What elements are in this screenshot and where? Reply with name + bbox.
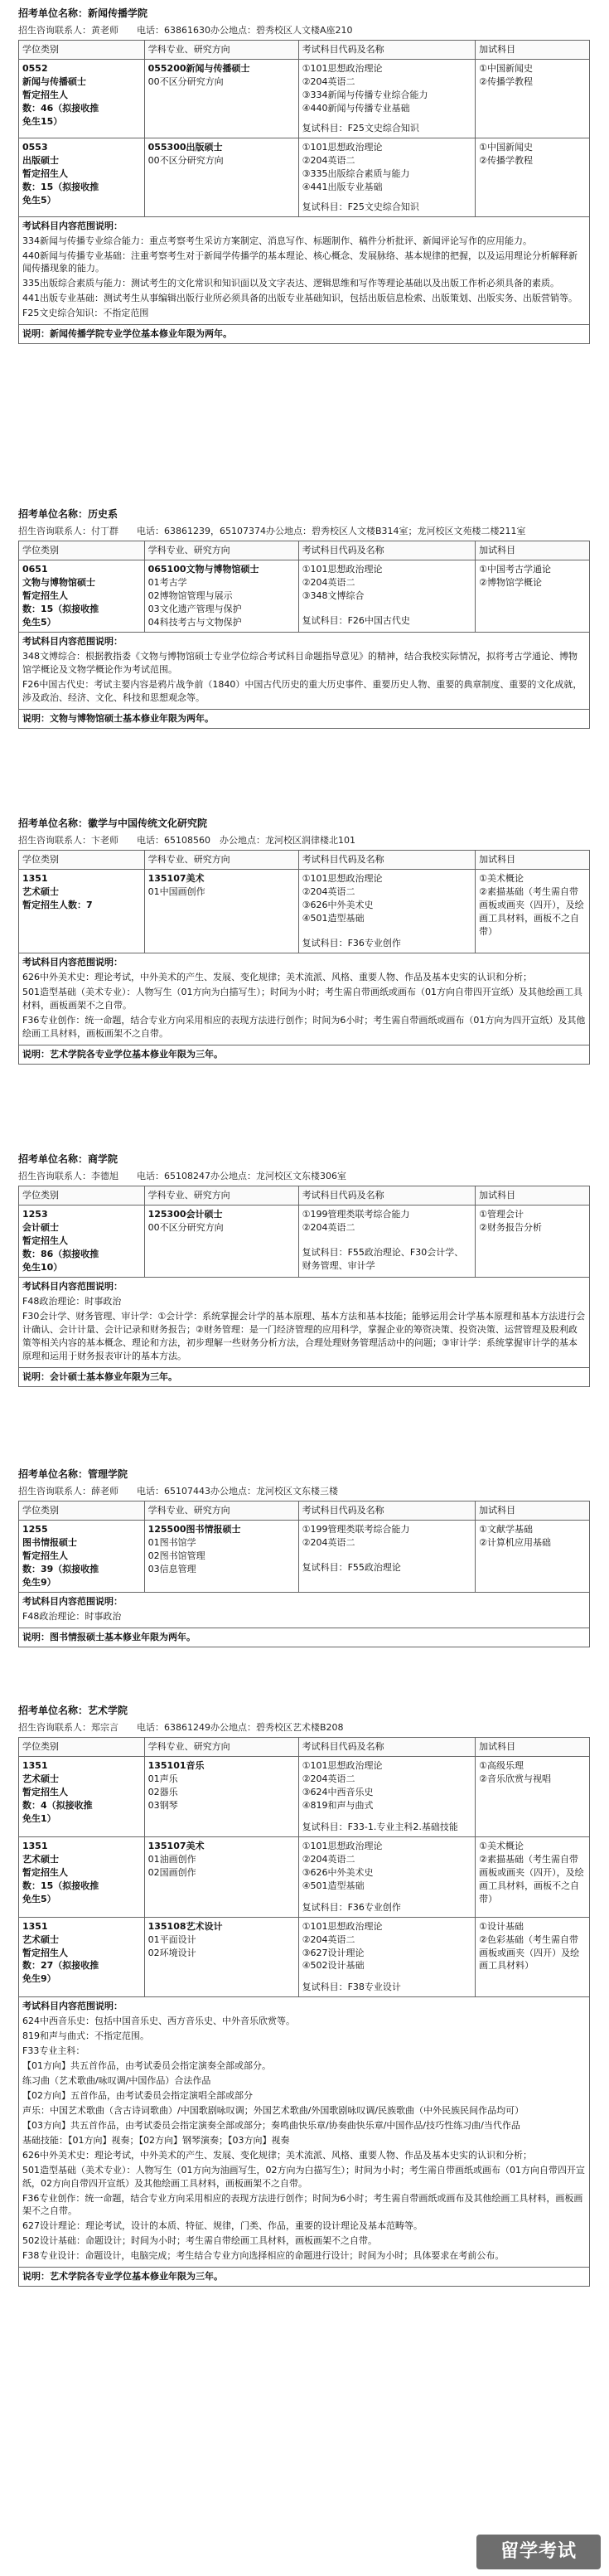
desc-title: 考试科目内容范围说明： bbox=[22, 220, 123, 231]
program-table bbox=[18, 541, 590, 728]
cell-line: ①中国新闻史 bbox=[479, 63, 534, 75]
unit-news bbox=[18, 7, 590, 344]
desc-item: 【03方向】共五首作品，由考试委员会指定演奏全部或部分；奏鸣曲快乐章/协奏曲快乐章/中国作品/技巧性练习曲/当代作品 bbox=[22, 2119, 520, 2131]
cell-line: 暂定招生人 bbox=[22, 90, 68, 101]
table-row bbox=[19, 138, 590, 216]
desc-item: F33专业主科： bbox=[22, 2045, 85, 2057]
cell-line: 135107美术 bbox=[147, 1840, 205, 1851]
cell-line: 055200新闻与传播硕士 bbox=[147, 63, 250, 75]
desc-item: 练习曲（艺术歌曲/咏叹调/中国作品）合法作品 bbox=[22, 2075, 211, 2087]
header-cell: 学位类别 bbox=[19, 41, 145, 60]
table-row bbox=[19, 1836, 590, 1917]
program-table bbox=[18, 850, 590, 1064]
cell-line: 数：39（拟接收推 bbox=[22, 1564, 99, 1575]
program-table bbox=[18, 40, 590, 344]
cell-line: 0552 bbox=[22, 63, 48, 75]
cell-line: ①中国考古学通论 bbox=[479, 564, 552, 575]
cell-line: ①199管理类联考综合能力 bbox=[302, 1524, 410, 1535]
cell-line: 01油画创作 bbox=[147, 1853, 196, 1865]
cell-line: 出版硕士 bbox=[22, 154, 59, 166]
cell-line: ④502设计基础 bbox=[302, 1960, 365, 1972]
desc-row bbox=[19, 1277, 590, 1367]
cell-line: ②博物馆学概论 bbox=[479, 577, 543, 589]
cell-line: 艺术硕士 bbox=[22, 1853, 59, 1865]
cell-line: ④819和声与曲式 bbox=[302, 1800, 374, 1812]
cell-line: 00不区分研究方向 bbox=[147, 76, 224, 88]
cell-line: 1351 bbox=[22, 1920, 48, 1932]
table-row bbox=[19, 560, 590, 633]
cell-line: 复试科目：F55政治理论 bbox=[302, 1562, 401, 1574]
cell-line: 135107美术 bbox=[147, 873, 205, 885]
cell-line: 01平面设计 bbox=[147, 1933, 196, 1945]
cell-line: 1255 bbox=[22, 1524, 48, 1535]
cell-line: ②素描基础（考生需自带画板或画夹（四开），及绘画工具材料，画板不之自带） bbox=[479, 886, 584, 938]
cell-line: ②素描基础（考生需自带画板或画夹（四开），及绘画工具材料，画板不之自带） bbox=[479, 1853, 584, 1904]
cell-line: ②204英语二 bbox=[302, 1933, 355, 1945]
cell-line: 03信息管理 bbox=[147, 1564, 196, 1575]
note: 说明：艺术学院各专业学位基本修业年限为三年。 bbox=[19, 2268, 590, 2287]
cell-line: 文物与博物馆硕士 bbox=[22, 577, 95, 589]
desc-row bbox=[19, 953, 590, 1045]
cell-line: 01图书馆学 bbox=[147, 1537, 196, 1549]
cell-line: 135101音乐 bbox=[147, 1760, 205, 1772]
cell-line: 数：15（拟接收推 bbox=[22, 1880, 99, 1891]
cell-line: 艺术硕士 bbox=[22, 886, 59, 898]
desc-item: 624中西音乐史：包括中国音乐史、西方音乐史、中外音乐欣赏等。 bbox=[22, 2016, 295, 2027]
cell-line: ④501造型基础 bbox=[302, 1880, 365, 1891]
table-row bbox=[19, 60, 590, 138]
cell-line: 1351 bbox=[22, 1760, 48, 1772]
desc-item: 501造型基础（美术专业）：人物写生（01方向为白描写生）；时间为小时；考生需自带画纸或画布（01方向自带四开宣纸）及其他绘画工具材料，画板画架不之自带。 bbox=[22, 986, 582, 1011]
cell-line: 0651 bbox=[22, 564, 48, 575]
unit-contact: 招生咨询联系人：郑宗言 电话：63861249办公地点：碧秀校区艺术楼B208 bbox=[18, 1722, 344, 1734]
program-table bbox=[18, 1186, 590, 1386]
header-cell: 学位类别 bbox=[19, 541, 145, 560]
cell-line: ③624中西音乐史 bbox=[302, 1787, 374, 1798]
desc-item: 441出版专业基础：测试考生从事编辑出版行业所必须具备的出版专业基础知识，包括出版信息检索、出版策划、出版实务、出版营销等。 bbox=[22, 293, 578, 304]
cell-line: 02博物馆管理与展示 bbox=[147, 590, 233, 602]
unit-huixue bbox=[18, 817, 590, 1065]
program-table bbox=[18, 1737, 590, 2287]
desc-title: 考试科目内容范围说明： bbox=[22, 2001, 123, 2012]
cell-line: 艺术硕士 bbox=[22, 1773, 59, 1785]
desc-item: 334新闻与传播专业综合能力：重点考察考生采访方案制定、消息写作、标题制作、稿件分析批评、新闻评论写作的应用能力。 bbox=[22, 235, 532, 246]
header-cell: 学位类别 bbox=[19, 1501, 145, 1521]
cell-line: 数：15（拟接收推 bbox=[22, 181, 99, 192]
header-cell: 考试科目代码及名称 bbox=[298, 541, 476, 560]
desc-item: 502设计基础：命题设计；时间为小时；考生需自带绘画工具材料，画板画架不之自带。 bbox=[22, 2235, 377, 2247]
header-cell: 学科专业、研究方向 bbox=[144, 1501, 298, 1521]
desc-item: 【02方向】五首作品，由考试委员会指定演唱全部或部分 bbox=[22, 2089, 253, 2101]
desc-item: F36专业创作：统一命题，结合专业方向采用相应的表现方法进行创作；时间为6小时；考生需自带画纸或画布（01方向为四开宣纸）及其他绘画工具材料，画板画架不之自带。 bbox=[22, 1014, 586, 1039]
cell-line: ②204英语二 bbox=[302, 1222, 355, 1234]
cell-line: ①美术概论 bbox=[479, 1840, 524, 1851]
cell-line: ④441出版专业基础 bbox=[302, 181, 383, 192]
cell-line: 免生5） bbox=[22, 194, 56, 206]
cell-line: 复试科目：F36专业创作 bbox=[302, 938, 401, 949]
cell-line: ②财务报告分析 bbox=[479, 1222, 543, 1234]
header-cell: 学科专业、研究方向 bbox=[144, 1738, 298, 1757]
header-cell: 考试科目代码及名称 bbox=[298, 41, 476, 60]
header-cell: 考试科目代码及名称 bbox=[298, 851, 476, 870]
cell-line: 03钢琴 bbox=[147, 1800, 178, 1812]
desc-row bbox=[19, 1592, 590, 1628]
cell-line: 复试科目：F36专业创作 bbox=[302, 1901, 401, 1913]
cell-line: 125300会计硕士 bbox=[147, 1209, 223, 1220]
cell-line: 0553 bbox=[22, 141, 48, 153]
unit-title: 招考单位名称：新闻传播学院 bbox=[18, 7, 148, 19]
note: 说明：艺术学院各专业学位基本修业年限为三年。 bbox=[19, 1045, 590, 1064]
desc-item: 基础技能：【01方向】视奏；【02方向】钢琴演奏；【03方向】视奏 bbox=[22, 2134, 290, 2146]
note: 说明：新闻传播学院专业学位基本修业年限为两年。 bbox=[19, 325, 590, 344]
cell-line: ①199管理类联考综合能力 bbox=[302, 1209, 410, 1220]
cell-line: 数：4（拟接收推 bbox=[22, 1800, 93, 1812]
header-cell: 考试科目代码及名称 bbox=[298, 1738, 476, 1757]
cell-line: 00不区分研究方向 bbox=[147, 154, 224, 166]
cell-line: ①101思想政治理论 bbox=[302, 873, 383, 885]
program-table bbox=[18, 1501, 590, 1647]
cell-line: 02图书馆管理 bbox=[147, 1550, 205, 1562]
table-row bbox=[19, 1206, 590, 1278]
note: 说明：会计硕士基本修业年限为三年。 bbox=[19, 1367, 590, 1386]
header-cell: 加试科目 bbox=[476, 541, 590, 560]
cell-line: 01中国画创作 bbox=[147, 886, 205, 898]
header-cell: 学位类别 bbox=[19, 851, 145, 870]
cell-line: ③348文博综合 bbox=[302, 590, 365, 602]
cell-line: 复试科目：F38专业设计 bbox=[302, 1982, 401, 1993]
cell-line: 新闻与传播硕士 bbox=[22, 76, 86, 88]
header-cell: 加试科目 bbox=[476, 41, 590, 60]
cell-line: 数：86（拟接收推 bbox=[22, 1249, 99, 1260]
cell-line: 免生5） bbox=[22, 617, 56, 628]
watermark-logo: 留学考试 bbox=[476, 2535, 601, 2569]
cell-line: ④501造型基础 bbox=[302, 913, 365, 924]
cell-line: 02环境设计 bbox=[147, 1947, 196, 1958]
table-header-row bbox=[19, 1186, 590, 1206]
cell-line: ①101思想政治理论 bbox=[302, 63, 383, 75]
cell-line: ③626中外美术史 bbox=[302, 1866, 374, 1878]
cell-line: 135108艺术设计 bbox=[147, 1920, 223, 1932]
desc-item: 501造型基础（美术专业）：人物写生（01方向为油画写生，02方向为白描写生）；时间为小时；考生需自带画纸或画布（01方向自带四开宣纸，02方向自带四开宣纸）及其他绘画工具材料，画板画架不之自带。 bbox=[22, 2164, 585, 2189]
cell-line: 会计硕士 bbox=[22, 1222, 59, 1234]
desc-row bbox=[19, 1997, 590, 2268]
note: 说明：图书情报硕士基本修业年限为两年。 bbox=[19, 1628, 590, 1647]
cell-line: ②音乐欣赏与视唱 bbox=[479, 1773, 552, 1785]
cell-line: 数：27（拟接收推 bbox=[22, 1960, 99, 1972]
cell-line: 00不区分研究方向 bbox=[147, 1222, 224, 1234]
desc-item: F38专业设计：命题设计，电脑完成；考生结合专业方向选择相应的命题进行设计；时间为小时；具体要求在考前公布。 bbox=[22, 2250, 505, 2262]
desc-item: 【01方向】共五首作品，由考试委员会指定演奏全部或部分。 bbox=[22, 2060, 271, 2072]
table-header-row bbox=[19, 541, 590, 560]
cell-line: ②204英语二 bbox=[302, 76, 355, 88]
cell-line: ③626中外美术史 bbox=[302, 900, 374, 911]
desc-title: 考试科目内容范围说明： bbox=[22, 635, 123, 647]
cell-line: ①101思想政治理论 bbox=[302, 1920, 383, 1932]
unit-business bbox=[18, 1152, 590, 1387]
cell-line: ①101思想政治理论 bbox=[302, 1760, 383, 1772]
unit-arts bbox=[18, 1704, 590, 2287]
cell-line: ①中国新闻史 bbox=[479, 141, 534, 153]
unit-contact: 招生咨询联系人：付丁群 电话：63861239，65107374办公地点：碧秀校区人文楼B314室；龙河校区文苑楼二楼211室 bbox=[18, 526, 526, 537]
cell-line: 125500图书情报硕士 bbox=[147, 1524, 241, 1535]
table-header-row bbox=[19, 1501, 590, 1521]
cell-line: ②204英语二 bbox=[302, 1773, 355, 1785]
unit-title: 招考单位名称：管理学院 bbox=[18, 1468, 128, 1480]
desc-item: 335出版综合素质与能力：测试考生的文化常识和知识面以及文字表达、逻辑思维和写作等理论基础以及出版工作析必须具备的素质。 bbox=[22, 278, 559, 289]
cell-line: 01考古学 bbox=[147, 577, 187, 589]
cell-line: 04科技考古与文物保护 bbox=[147, 617, 242, 628]
header-cell: 学位类别 bbox=[19, 1186, 145, 1206]
cell-line: 免生15） bbox=[22, 116, 63, 128]
cell-line: 复试科目：F25文史综合知识 bbox=[302, 201, 419, 212]
cell-line: 02国画创作 bbox=[147, 1866, 196, 1878]
cell-line: ②204英语二 bbox=[302, 154, 355, 166]
cell-line: 免生10） bbox=[22, 1262, 63, 1273]
cell-line: ①管理会计 bbox=[479, 1209, 524, 1220]
cell-line: ①101思想政治理论 bbox=[302, 1840, 383, 1851]
header-cell: 学科专业、研究方向 bbox=[144, 41, 298, 60]
desc-item: F30会计学、财务管理、审计学：①会计学：系统掌握会计学的基本原理、基本方法和基本技能；能够运用会计学基本原理和基本方法进行会计确认、会计计量、会计记录和财务报告；②财务管理：是一门经济管理的应用科学，掌握企业的筹资决策、投资决策、运营管理及股利政策等相关内容的基本概念、理论和方法，初步理解一些财务分析方法，合理处理财务管理活动中的问题；③审计学：系统掌握审计学的基本原理和运用于财务报表审计的基本方法。 bbox=[22, 1310, 586, 1361]
desc-item: 声乐：中国艺术歌曲（含古诗词歌曲）/中国歌剧咏叹调；外国艺术歌曲/外国歌剧咏叹调/民族歌曲（中外民族民间作品均可） bbox=[22, 2104, 524, 2116]
unit-title: 招考单位名称：徽学与中国传统文化研究院 bbox=[18, 817, 208, 829]
table-row bbox=[19, 1917, 590, 1997]
cell-line: 免生1） bbox=[22, 1813, 56, 1825]
cell-line: ①设计基础 bbox=[479, 1920, 524, 1932]
cell-line: 暂定招生人 bbox=[22, 1947, 68, 1958]
cell-line: 055300出版硕士 bbox=[147, 141, 223, 153]
desc-title: 考试科目内容范围说明： bbox=[22, 956, 123, 968]
desc-item: 627设计理论：理论考试，设计的本质、特征、规律，门类、作品，重要的设计理论及基本范畴等。 bbox=[22, 2220, 423, 2232]
cell-line: ②色彩基础（考生需自带画板或画夹（四开）及绘画工具材料） bbox=[479, 1933, 580, 1972]
table-row bbox=[19, 870, 590, 953]
cell-line: ②204英语二 bbox=[302, 577, 355, 589]
cell-line: ②计算机应用基础 bbox=[479, 1537, 552, 1549]
unit-contact: 招生咨询联系人：卞老师 电话：65108560 办公地点：龙河校区润律楼北101 bbox=[18, 835, 355, 847]
unit-history bbox=[18, 507, 590, 729]
cell-line: 复试科目：F33-1.专业主科2.基础技能 bbox=[302, 1822, 458, 1833]
header-cell: 学位类别 bbox=[19, 1738, 145, 1757]
desc-item: F48政治理论：时事政治 bbox=[22, 1610, 122, 1622]
cell-line: ②传播学教程 bbox=[479, 154, 534, 166]
desc-title: 考试科目内容范围说明： bbox=[22, 1280, 123, 1292]
cell-line: ①文献学基础 bbox=[479, 1524, 534, 1535]
cell-line: 数：15（拟接收推 bbox=[22, 604, 99, 615]
cell-line: 02器乐 bbox=[147, 1787, 178, 1798]
desc-item: F26中国古代史：考试主要内容是鸦片战争前（1840）中国古代历史的重大历史事件、重要历史人物、重要的典章制度、重要的文化成就，涉及政治、经济、文化、科技和思想观念等。 bbox=[22, 678, 582, 703]
desc-item: 440新闻与传播专业基础：注重考察考生对于新闻学传播学的基本理论、核心概念、发展脉络、基本规律的把握，以及运用理论分析解释新闻传播现象的能力。 bbox=[22, 250, 578, 274]
cell-line: 1253 bbox=[22, 1209, 48, 1220]
cell-line: 暂定招生人数：7 bbox=[22, 900, 93, 911]
cell-line: ③334新闻与传播专业综合能力 bbox=[302, 90, 428, 101]
cell-line: 艺术硕士 bbox=[22, 1933, 59, 1945]
desc-item: F36专业创作：统一命题，结合专业方向采用相应的表现方法进行创作；时间为6小时；考生需自带画纸或画布及其他绘画工具材料，画板画架不之自带。 bbox=[22, 2192, 583, 2217]
cell-line: ①101思想政治理论 bbox=[302, 564, 383, 575]
desc-item: F25文史综合知识：不指定范围 bbox=[22, 308, 149, 319]
cell-line: 暂定招生人 bbox=[22, 167, 68, 179]
header-cell: 加试科目 bbox=[476, 1738, 590, 1757]
desc-row bbox=[19, 216, 590, 325]
table-row bbox=[19, 1521, 590, 1593]
table-header-row bbox=[19, 1738, 590, 1757]
table-header-row bbox=[19, 41, 590, 60]
cell-line: 1351 bbox=[22, 1840, 48, 1851]
cell-line: ①美术概论 bbox=[479, 873, 524, 885]
cell-line: ②204英语二 bbox=[302, 1537, 355, 1549]
header-cell: 学科专业、研究方向 bbox=[144, 1186, 298, 1206]
desc-item: 626中外美术史：理论考试，中外美术的产生、发展、变化规律；美术流派、风格、重要人物、作品及基本史实的认识和分析； bbox=[22, 2149, 532, 2161]
header-cell: 学科专业、研究方向 bbox=[144, 851, 298, 870]
unit-contact: 招生咨询联系人：薛老师 电话：65107443办公地点：龙河校区文东楼三楼 bbox=[18, 1486, 338, 1497]
unit-title: 招考单位名称：商学院 bbox=[18, 1153, 118, 1165]
cell-line: 暂定招生人 bbox=[22, 1550, 68, 1562]
cell-line: 065100文物与博物馆硕士 bbox=[147, 564, 259, 575]
unit-title: 招考单位名称：历史系 bbox=[18, 508, 118, 520]
cell-line: 1351 bbox=[22, 873, 48, 885]
cell-line: 暂定招生人 bbox=[22, 1866, 68, 1878]
desc-title: 考试科目内容范围说明： bbox=[22, 1595, 123, 1607]
table-row bbox=[19, 1757, 590, 1837]
cell-line: 01声乐 bbox=[147, 1773, 178, 1785]
header-cell: 考试科目代码及名称 bbox=[298, 1186, 476, 1206]
desc-item: 819和声与曲式：不指定范围。 bbox=[22, 2030, 149, 2042]
header-cell: 学科专业、研究方向 bbox=[144, 541, 298, 560]
cell-line: ③627设计理论 bbox=[302, 1947, 365, 1958]
cell-line: 复试科目：F25文史综合知识 bbox=[302, 123, 419, 134]
cell-line: 暂定招生人 bbox=[22, 590, 68, 602]
cell-line: 复试科目：F55政治理论、F30会计学、财务管理、审计学 bbox=[302, 1247, 464, 1272]
cell-line: 03文化遗产管理与保护 bbox=[147, 604, 242, 615]
cell-line: 数：46（拟接收推 bbox=[22, 103, 99, 114]
desc-item: F48政治理论：时事政治 bbox=[22, 1295, 122, 1307]
cell-line: ②204英语二 bbox=[302, 1853, 355, 1865]
desc-item: 348文博综合：根据教指委《文物与博物馆硕士专业学位综合考试科目命题指导意见》的精神，结合我校实际情况，拟将考古学通论、博物馆学概论及文物学概论作为考试范围。 bbox=[22, 650, 578, 675]
cell-line: ④440新闻与传播专业基础 bbox=[302, 103, 410, 114]
header-cell: 加试科目 bbox=[476, 1186, 590, 1206]
cell-line: ③335出版综合素质与能力 bbox=[302, 167, 410, 179]
header-cell: 考试科目代码及名称 bbox=[298, 1501, 476, 1521]
cell-line: 图书情报硕士 bbox=[22, 1537, 77, 1549]
cell-line: ①101思想政治理论 bbox=[302, 141, 383, 153]
cell-line: 暂定招生人 bbox=[22, 1787, 68, 1798]
unit-contact: 招生咨询联系人：李德旭 电话：65108247办公地点：龙河校区文东楼306室 bbox=[18, 1171, 346, 1182]
cell-line: 暂定招生人 bbox=[22, 1235, 68, 1247]
cell-line: 免生9） bbox=[22, 1973, 56, 1985]
cell-line: 免生9） bbox=[22, 1577, 56, 1589]
cell-line: ①高级乐理 bbox=[479, 1760, 524, 1772]
cell-line: ②204英语二 bbox=[302, 886, 355, 898]
cell-line: 免生5） bbox=[22, 1893, 56, 1904]
note: 说明：文物与博物馆硕士基本修业年限为两年。 bbox=[19, 709, 590, 728]
cell-line: 复试科目：F26中国古代史 bbox=[302, 615, 410, 627]
cell-line: ②传播学教程 bbox=[479, 76, 534, 88]
desc-row bbox=[19, 632, 590, 709]
table-header-row bbox=[19, 851, 590, 870]
desc-item: 626中外美术史：理论考试，中外美术的产生、发展、变化规律；美术流派、风格、重要人物、作品及基本史实的认识和分析； bbox=[22, 971, 532, 982]
unit-management bbox=[18, 1467, 590, 1647]
unit-title: 招考单位名称：艺术学院 bbox=[18, 1705, 128, 1716]
header-cell: 加试科目 bbox=[476, 1501, 590, 1521]
header-cell: 加试科目 bbox=[476, 851, 590, 870]
unit-contact: 招生咨询联系人：黄老师 电话：63861630办公地点：碧秀校区人文楼A座210 bbox=[18, 25, 353, 36]
